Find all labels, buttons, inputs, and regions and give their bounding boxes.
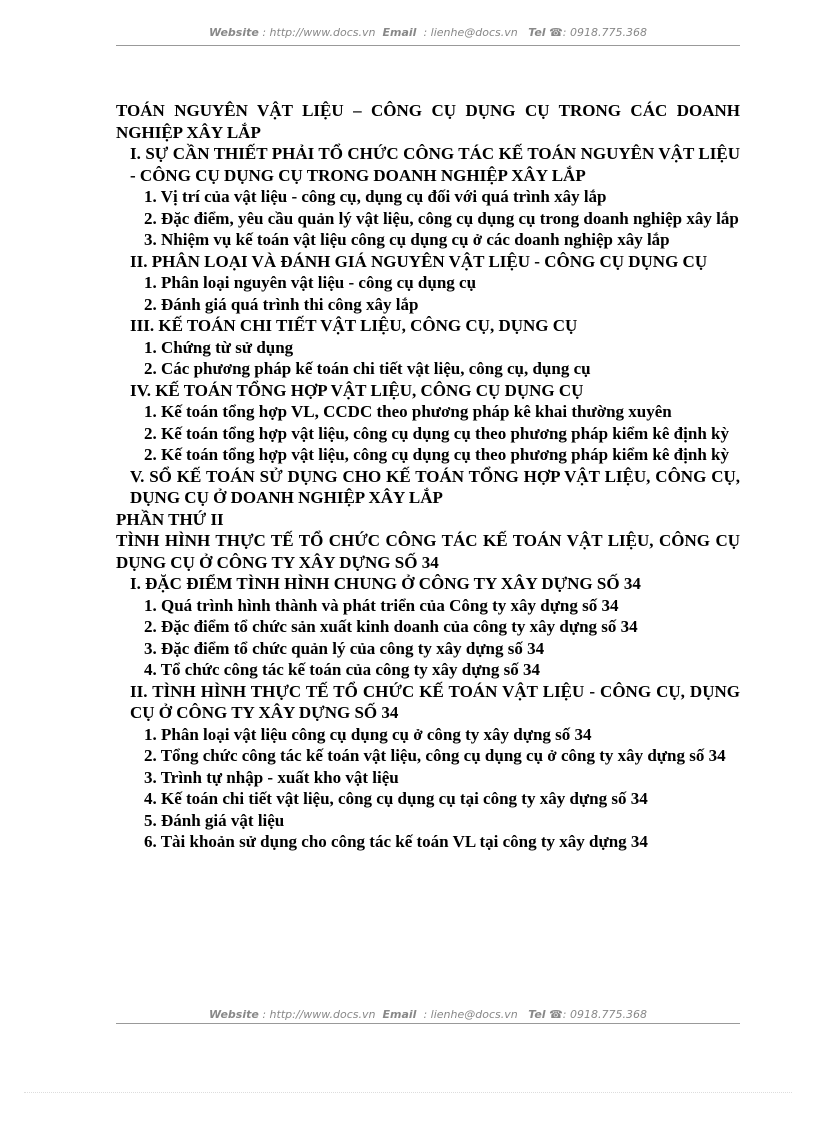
toc-line: TOÁN NGUYÊN VẬT LIỆU – CÔNG CỤ DỤNG CỤ TRONG CÁC DOANH NGHIỆP XÂY LẮP xyxy=(116,101,740,142)
phone-icon: ☎ xyxy=(549,1008,563,1021)
header-tel-value: : 0918.775.368 xyxy=(562,26,647,39)
toc-line: 6. Tài khoản sử dụng cho công tác kế toán VL tại công ty xây dựng 34 xyxy=(144,832,648,851)
footer-website-value: : http://www.docs.vn xyxy=(262,1008,376,1021)
toc-line: II. PHÂN LOẠI VÀ ĐÁNH GIÁ NGUYÊN VẬT LIỆU - CÔNG CỤ DỤNG CỤ xyxy=(130,251,708,271)
toc-line: 1. Vị trí của vật liệu - công cụ, dụng cụ đối với quá trình xây lắp xyxy=(144,187,607,206)
toc-line: V. SỔ KẾ TOÁN SỬ DỤNG CHO KẾ TOÁN TỔNG HỢP VẬT LIỆU, CÔNG CỤ, DỤNG CỤ Ở DOANH NGHIỆP XÂY LẮP xyxy=(130,466,740,507)
toc-line: 2. Tổng chức công tác kế toán vật liệu, công cụ dụng cụ ở công ty xây dựng số 34 xyxy=(144,746,726,765)
toc-line: 2. Các phương pháp kế toán chi tiết vật liệu, công cụ, dụng cụ xyxy=(144,359,591,378)
toc-line: 2. Đánh giá quá trình thi công xây lắp xyxy=(144,294,419,314)
page-footer xyxy=(116,1008,740,1021)
toc-line: TÌNH HÌNH THỰC TẾ TỔ CHỨC CÔNG TÁC KẾ TOÁN VẬT LIỆU, CÔNG CỤ DỤNG CỤ Ở CÔNG TY XÂY DỰNG SỐ 34 xyxy=(116,531,740,572)
header-email-value: : lienhe@docs.vn xyxy=(423,26,518,39)
footer-tel-value: : 0918.775.368 xyxy=(562,1008,647,1021)
phone-icon: ☎ xyxy=(549,26,563,39)
table-of-contents xyxy=(116,100,740,853)
toc-line: 1. Chứng từ sử dụng xyxy=(144,337,294,357)
toc-line: 1. Quá trình hình thành và phát triển của Công ty xây dựng số 34 xyxy=(144,595,619,615)
page-header xyxy=(116,26,740,39)
toc-line: I. ĐẶC ĐIỂM TÌNH HÌNH CHUNG Ở CÔNG TY XÂY DỰNG SỐ 34 xyxy=(130,574,641,593)
toc-line: 3. Nhiệm vụ kế toán vật liệu công cụ dụng cụ ở các doanh nghiệp xây lắp xyxy=(144,230,670,249)
toc-line: 1. Phân loại vật liệu công cụ dụng cụ ở công ty xây dựng số 34 xyxy=(144,724,592,744)
footer-email-label: Email xyxy=(382,1008,417,1021)
toc-line: II. TÌNH HÌNH THỰC TẾ TỔ CHỨC KẾ TOÁN VẬT LIỆU - CÔNG CỤ, DỤNG CỤ Ở CÔNG TY XÂY DỰNG SỐ 34 xyxy=(130,681,740,722)
toc-line: 3. Trình tự nhập - xuất kho vật liệu xyxy=(144,767,399,787)
footer-tel-label: Tel xyxy=(528,1008,546,1021)
toc-line: IV. KẾ TOÁN TỔNG HỢP VẬT LIỆU, CÔNG CỤ DỤNG CỤ xyxy=(130,380,584,400)
toc-line: 2. Kế toán tổng hợp vật liệu, công cụ dụng cụ theo phương pháp kiểm kê định kỳ xyxy=(144,445,729,464)
header-website-label: Website xyxy=(209,26,259,39)
header-tel-label: Tel xyxy=(528,26,546,39)
header-website-value: : http://www.docs.vn xyxy=(262,26,376,39)
toc-line: PHẦN THỨ II xyxy=(116,509,224,529)
footer-divider xyxy=(116,1023,740,1024)
toc-line: 1. Phân loại nguyên vật liệu - công cụ dụng cụ xyxy=(144,273,477,292)
toc-line: 4. Tổ chức công tác kế toán của công ty xây dựng số 34 xyxy=(144,660,540,679)
toc-line: 5. Đánh giá vật liệu xyxy=(144,810,285,830)
footer-email-value: : lienhe@docs.vn xyxy=(423,1008,518,1021)
toc-line: III. KẾ TOÁN CHI TIẾT VẬT LIỆU, CÔNG CỤ, DỤNG CỤ xyxy=(130,316,578,335)
toc-line: 2. Đặc điểm tổ chức sản xuất kinh doanh của công ty xây dựng số 34 xyxy=(144,617,638,636)
toc-line: 1. Kế toán tổng hợp VL, CCDC theo phương pháp kê khai thường xuyên xyxy=(144,402,672,421)
toc-line: 2. Đặc điểm, yêu cầu quản lý vật liệu, công cụ dụng cụ trong doanh nghiệp xây lắp xyxy=(144,208,739,228)
header-divider xyxy=(116,45,740,46)
toc-line: 2. Kế toán tổng hợp vật liệu, công cụ dụng cụ theo phương pháp kiểm kê định kỳ xyxy=(144,423,729,443)
footer-website-label: Website xyxy=(209,1008,259,1021)
page-edge-divider xyxy=(24,1092,792,1093)
header-email-label: Email xyxy=(382,26,417,39)
toc-line: 4. Kế toán chi tiết vật liệu, công cụ dụng cụ tại công ty xây dựng số 34 xyxy=(144,789,648,808)
toc-line: I. SỰ CẦN THIẾT PHẢI TỔ CHỨC CÔNG TÁC KẾ TOÁN NGUYÊN VẬT LIỆU - CÔNG CỤ DỤNG CỤ TRONG DOANH NGHIỆP XÂY LẮP xyxy=(130,144,740,185)
toc-line: 3. Đặc điểm tổ chức quản lý của công ty xây dựng số 34 xyxy=(144,638,545,658)
